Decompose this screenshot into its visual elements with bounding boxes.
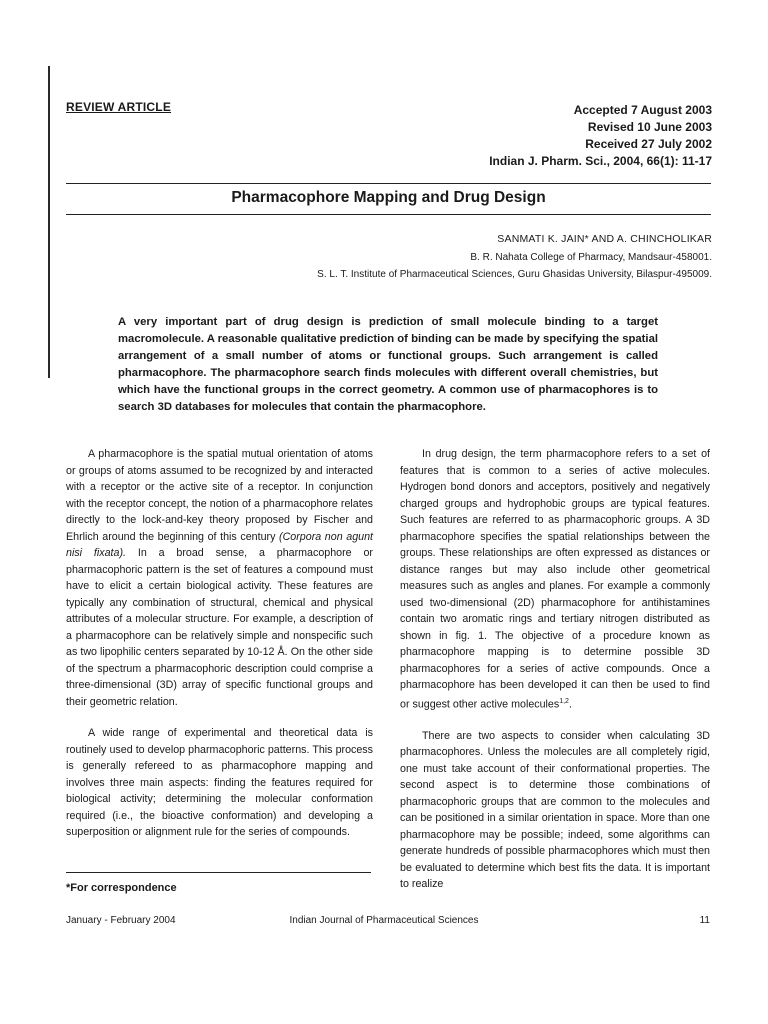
- right-paragraph-1: [400, 446, 710, 713]
- left-p1-italic: (Corpora non agunt nisi fixata).: [66, 530, 373, 559]
- received-date: Received 27 July 2002: [585, 137, 712, 151]
- footer-journal: Indian Journal of Pharmaceutical Sciences: [289, 915, 479, 926]
- footer-page-number: 11: [699, 915, 710, 926]
- scan-margin-line: [48, 66, 50, 378]
- accepted-date: Accepted 7 August 2003: [573, 103, 712, 117]
- right-p1-end: .: [568, 698, 572, 711]
- publication-dates: [489, 102, 712, 170]
- left-paragraph-2: A wide range of experimental and theoretical data is routinely used to develop pharmacophoric patterns. This process is generally refereed to as pharmacophore mapping and involves three main aspects: finding the features required for biological activity; determining the molecular conformation required (i.e., the bioactive conformation) and developing a superposition or alignment rule for the series of compounds.: [66, 727, 373, 838]
- footnote-rule: [66, 872, 371, 873]
- right-column: [400, 446, 710, 908]
- correspondence-footnote: *For correspondence: [66, 882, 177, 894]
- right-p1-citation: 1,2: [559, 697, 569, 705]
- revised-date: Revised 10 June 2003: [587, 120, 712, 134]
- journal-citation: Indian J. Pharm. Sci., 2004, 66(1): 11-17: [489, 154, 712, 168]
- author-names: SANMATI K. JAIN* AND A. CHINCHOLIKAR: [497, 233, 712, 245]
- right-p1-text: In drug design, the term pharmacophore refers to a set of features that is common to a series of active molecules. Hydrogen bond donors and acceptors, positively and negatively charged groups and hydrophobic groups are typical features. Such features are referred to as pharmacophoric groups. A 3D pharmacophore specifies the spatial relationships between the groups. These relationships are often expressed as distances or distance ranges but may also include other geometrical measures such as angles and planes. For example a commonly used two-dimensional (2D) pharmacophore for antihistamines contain two aromatic rings and tertiary nitrogen distributed as shown in fig. 1. The objective of a procedure known as pharmacophore mapping is to determine possible 3D pharmacophores for a series of active compounds. Once a pharmacophore has been developed it can then be used to find or suggest other active molecules: [400, 448, 710, 711]
- article-title: Pharmacophore Mapping and Drug Design: [231, 189, 546, 206]
- article-type-label: REVIEW ARTICLE: [66, 100, 172, 114]
- title-bottom-rule: [66, 214, 711, 215]
- left-paragraph-1: [66, 446, 373, 710]
- affiliation-1: B. R. Nahata College of Pharmacy, Mandsaur-458001.: [470, 251, 712, 263]
- title-top-rule: [66, 183, 711, 184]
- right-paragraph-2: There are two aspects to consider when calculating 3D pharmacophores. Unless the molecules are all completely rigid, one must take account of their conformational properties. The second aspect is to determine those combinations of pharmacophoric groups that are common to the molecules and can be positioned in a similar orientation in space. More than one pharmacophore may be possible; indeed, some algorithms can generate hundreds of possible pharmacophores which must then be evaluated to determine which best fits the data. It is important to realize: [400, 729, 710, 891]
- footer-date: January - February 2004: [66, 915, 176, 926]
- affiliation-2: S. L. T. Institute of Pharmaceutical Sciences, Guru Ghasidas University, Bilaspur-495009.: [317, 269, 712, 280]
- left-p1-text-b: In a broad sense, a pharmacophore or pharmacophoric pattern is the set of features a compound must have to elicit a certain biological activity. These features are typically any combination of structural, chemical and physical attributes of a molecular structure. For example, a description of a pharmacophore can be relatively simple and nonspecific such as two lipophilic centers separated by 10-12 Å. On the other side of the spectrum a pharmacophoric description could comprise a three-dimensional (3D) array of specific functional groups and their geometric relation.: [66, 547, 373, 708]
- abstract: A very important part of drug design is prediction of small molecule binding to a target macromolecule. A reasonable qualitative prediction of binding can be made by specifying the spatial arrangement of a small number of atoms or functional groups. Such arrangement is called pharmacophore. The pharmacophore search finds molecules with different overall chemistries, but which have the functional groups in the correct geometry. A common use of pharmacophores is to search 3D databases for molecules that contain the pharmacophore.: [118, 316, 658, 413]
- left-column: [66, 446, 373, 856]
- left-p1-text-a: A pharmacophore is the spatial mutual orientation of atoms or groups of atoms assumed to be recognized by and interacted with a receptor or the active site of a receptor. In conjunction with the receptor concept, the notion of a pharmacophore relates directly to the lock-and-key theory proposed by Fischer and Ehrlich around the beginning of this century: [66, 448, 373, 543]
- authors-block: [317, 231, 712, 284]
